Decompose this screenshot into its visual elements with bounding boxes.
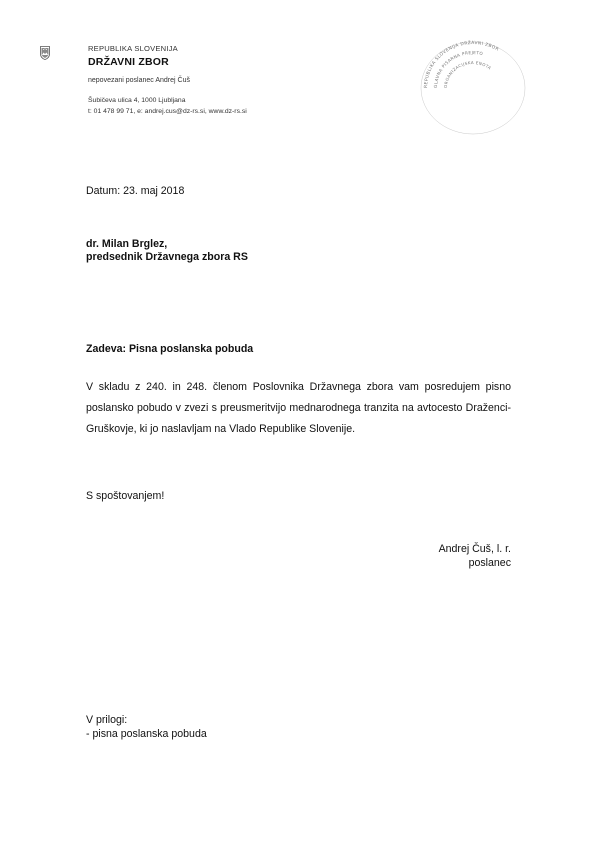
signature-title: poslanec (468, 557, 511, 569)
letter-subject: Zadeva: Pisna poslanska pobuda (86, 343, 254, 355)
stamp-ring-inner: ORGANIZACIJSKA ENOTA (442, 59, 493, 89)
letter-date: Datum: 23. maj 2018 (86, 185, 185, 197)
svg-text:ORGANIZACIJSKA ENOTA (443, 60, 492, 88)
letterhead-text (88, 44, 388, 115)
letterhead-address: Šubičeva ulica 4, 1000 Ljubljana (88, 97, 186, 104)
received-stamp (418, 40, 528, 136)
letterhead-organization: DRŽAVNI ZBOR (88, 56, 169, 68)
letterhead-republic: REPUBLIKA SLOVENIJA (88, 44, 178, 53)
letter-closing: S spoštovanjem! (86, 490, 165, 502)
letter-body: V skladu z 240. in 248. členom Poslovnika Državnega zbora vam posredujem pisno poslansko pobudo v zvezi s preusmeritvijo mednarodnega tranzita na avtocesto Draženci-Gruškovje, ki jo naslavljam na Vlado Republike Slovenije. (86, 381, 511, 435)
coat-of-arms-icon (40, 46, 50, 60)
attachment-item: - pisna poslanska pobuda (86, 728, 207, 740)
recipient-name: dr. Milan Brglez, (86, 238, 168, 250)
signature-name: Andrej Čuš, l. r. (438, 543, 511, 555)
letterhead-member: nepovezani poslanec Andrej Čuš (88, 77, 190, 84)
stamp-ring-middle: GLAVNA PISARNA PREJETO (432, 49, 484, 89)
stamp-ring-outer: REPUBLIKA SLOVENIJA DRŽAVNI ZBOR (423, 40, 500, 89)
recipient-title: predsednik Državnega zbora RS (86, 251, 248, 263)
letterhead-contact: t: 01 478 99 71, e: andrej.cus@dz-rs.si, www.dz-rs.si (88, 108, 247, 115)
signature-block (439, 542, 511, 570)
attachment-label: V prilogi: (86, 714, 128, 726)
